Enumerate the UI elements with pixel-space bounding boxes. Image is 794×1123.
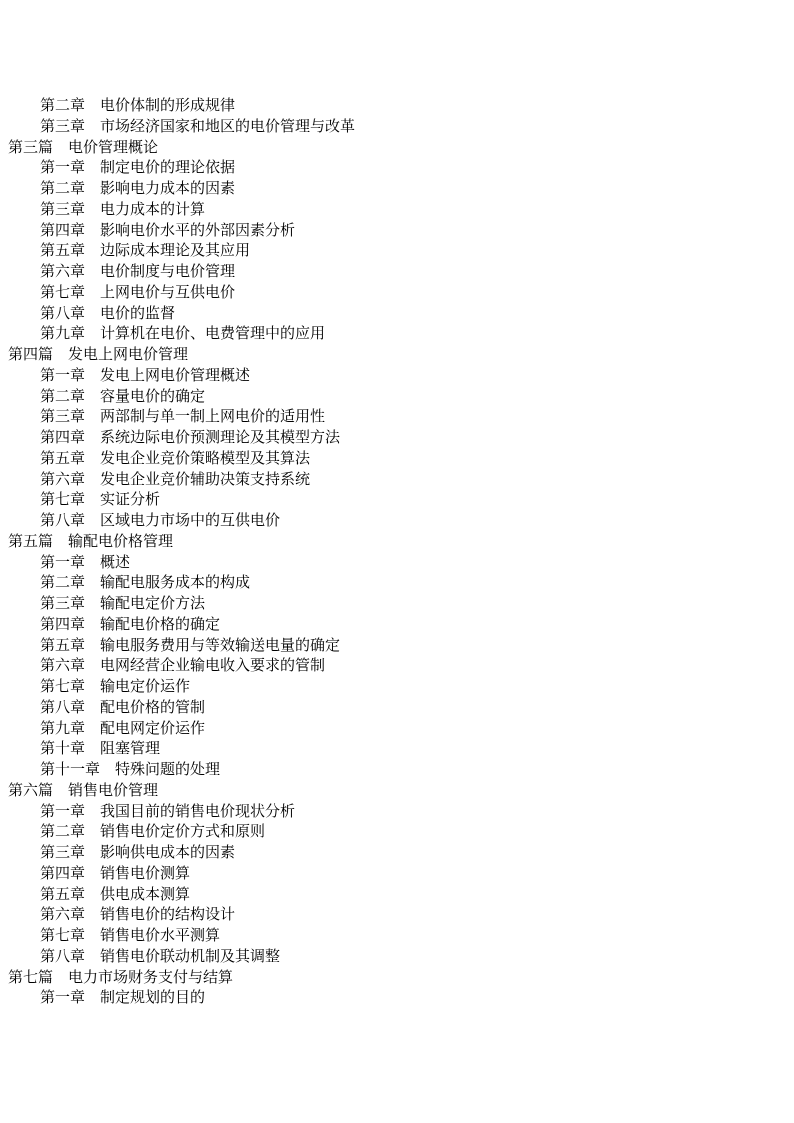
toc-part-heading: 第六篇 销售电价管理 — [8, 780, 159, 799]
toc-chapter-line: 第七章 输电定价运作 — [40, 677, 191, 695]
toc-chapter-line: 第五章 发电企业竞价策略模型及其算法 — [40, 448, 311, 467]
toc-chapter-line: 第八章 配电价格的管制 — [40, 697, 206, 716]
toc-chapter-line: 第五章 供电成本测算 — [40, 884, 191, 903]
toc-chapter-line: 第三章 电力成本的计算 — [40, 199, 206, 218]
toc-chapter-line: 第八章 销售电价联动机制及其调整 — [40, 946, 281, 965]
toc-chapter-line: 第四章 影响电价水平的外部因素分析 — [40, 220, 296, 239]
toc-chapter-line: 第一章 发电上网电价管理概述 — [40, 365, 251, 384]
toc-chapter-line: 第七章 实证分析 — [40, 490, 161, 509]
toc-chapter-line: 第三章 市场经济国家和地区的电价管理与改革 — [40, 116, 356, 135]
toc-chapter-line: 第一章 概述 — [40, 552, 131, 571]
toc-chapter-line: 第一章 制定规划的目的 — [40, 988, 206, 1007]
toc-chapter-line: 第六章 电网经营企业输电收入要求的管制 — [40, 656, 326, 675]
toc-chapter-line: 第三章 输配电定价方法 — [40, 594, 206, 612]
toc-chapter-line: 第十章 阻塞管理 — [40, 739, 161, 758]
toc-part-heading: 第四篇 发电上网电价管理 — [8, 345, 189, 363]
toc-chapter-line: 第三章 影响供电成本的因素 — [40, 843, 236, 861]
toc-chapter-line: 第一章 制定电价的理论依据 — [40, 158, 236, 177]
table-of-contents — [0, 95, 794, 1008]
toc-chapter-line: 第十一章 特殊问题的处理 — [40, 760, 221, 778]
toc-part-heading: 第三篇 电价管理概论 — [8, 137, 159, 156]
toc-chapter-line: 第二章 输配电服务成本的构成 — [40, 573, 251, 592]
toc-part-heading: 第五篇 输配电价格管理 — [8, 531, 174, 550]
toc-chapter-line: 第七章 销售电价水平测算 — [40, 926, 221, 944]
toc-chapter-line: 第一章 我国目前的销售电价现状分析 — [40, 801, 296, 820]
toc-part-heading: 第七篇 电力市场财务支付与结算 — [8, 967, 234, 986]
toc-chapter-line: 第六章 电价制度与电价管理 — [40, 262, 236, 280]
toc-chapter-line: 第五章 输电服务费用与等效输送电量的确定 — [40, 635, 341, 654]
toc-chapter-line: 第五章 边际成本理论及其应用 — [40, 241, 251, 260]
toc-chapter-line: 第二章 影响电力成本的因素 — [40, 179, 236, 197]
toc-chapter-line: 第四章 系统边际电价预测理论及其模型方法 — [40, 428, 341, 446]
toc-chapter-line: 第七章 上网电价与互供电价 — [40, 282, 236, 301]
toc-chapter-line: 第八章 区域电力市场中的互供电价 — [40, 511, 281, 529]
toc-chapter-line: 第六章 发电企业竞价辅助决策支持系统 — [40, 469, 311, 488]
toc-chapter-line: 第九章 计算机在电价、电费管理中的应用 — [40, 324, 326, 343]
toc-chapter-line: 第四章 输配电价格的确定 — [40, 614, 221, 633]
toc-chapter-line: 第六章 销售电价的结构设计 — [40, 905, 236, 924]
toc-chapter-line: 第九章 配电网定价运作 — [40, 718, 206, 737]
toc-chapter-line: 第三章 两部制与单一制上网电价的适用性 — [40, 407, 326, 426]
toc-chapter-line: 第四章 销售电价测算 — [40, 863, 191, 882]
toc-chapter-line: 第二章 容量电价的确定 — [40, 386, 206, 405]
toc-chapter-line: 第二章 销售电价定价方式和原则 — [40, 822, 266, 841]
toc-chapter-line: 第八章 电价的监督 — [40, 303, 176, 322]
toc-chapter-line: 第二章 电价体制的形成规律 — [40, 96, 236, 114]
